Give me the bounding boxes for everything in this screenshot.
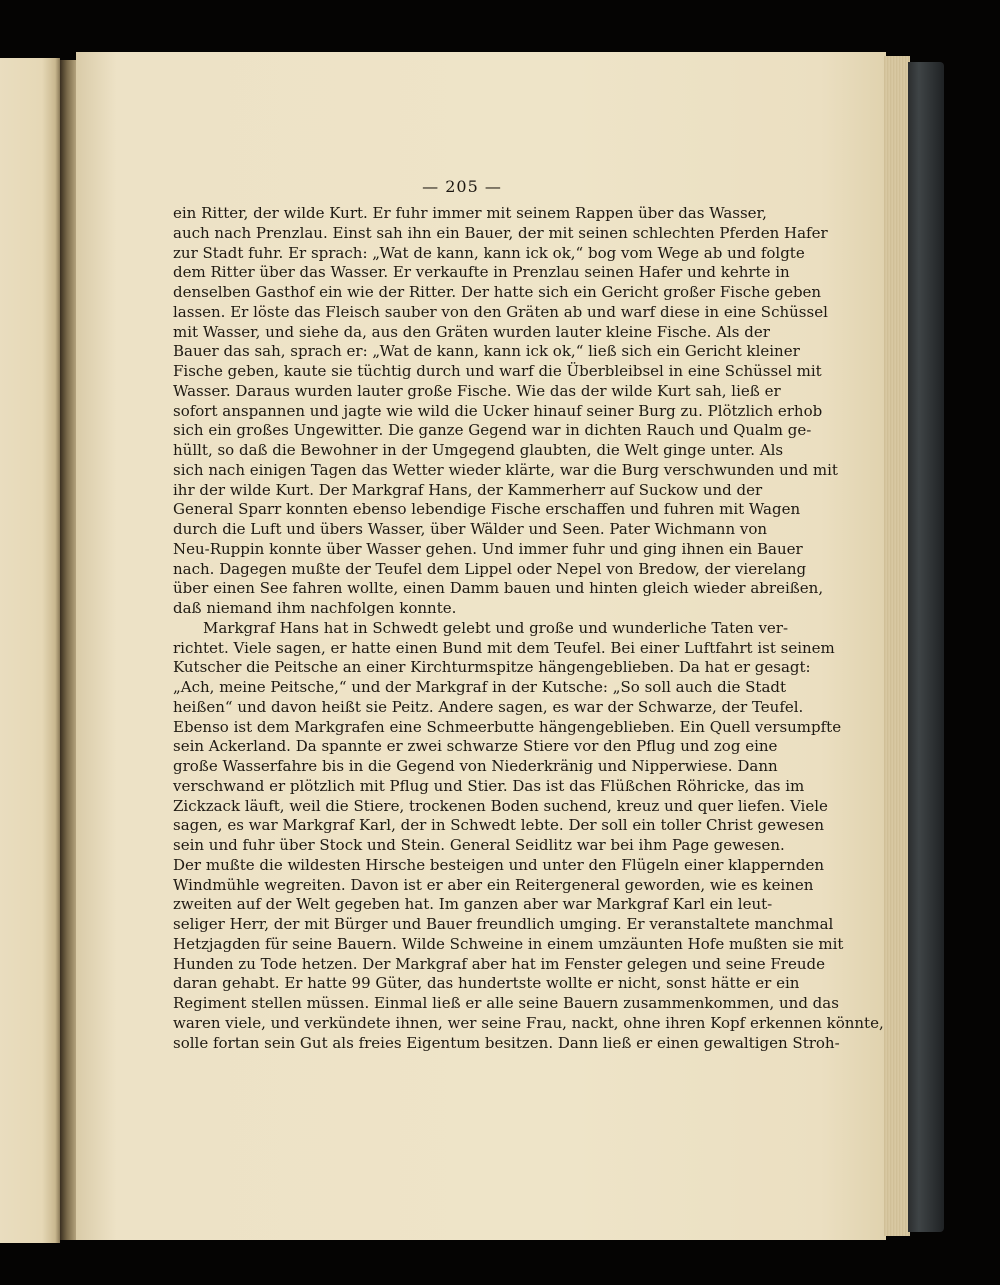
book-cover	[908, 62, 944, 1232]
text-line: lassen. Er löste das Fleisch sauber von den Gräten ab und warf diese in eine Schüssel	[173, 302, 828, 321]
text-line: ihr der wilde Kurt. Der Markgraf Hans, der Kammerherr auf Suckow und der	[173, 480, 763, 499]
text-line: solle fortan sein Gut als freies Eigentum besitzen. Dann ließ er einen gewaltigen Stroh-	[173, 1033, 840, 1052]
text-line: zweiten auf der Welt gegeben hat. Im ganzen aber war Markgraf Karl ein leut-	[173, 895, 773, 914]
text-line: seliger Herr, der mit Bürger und Bauer freundlich umging. Er veranstaltete manchmal	[173, 915, 834, 933]
page-edges	[884, 56, 910, 1236]
text-line: sich ein großes Ungewitter. Die ganze Gegend war in dichten Rauch und Qualm ge-	[173, 421, 812, 440]
text-line: Bauer das sah, sprach er: „Wat de kann, kann ick ok,“ ließ sich ein Gericht kleiner	[173, 342, 800, 361]
text-line: auch nach Prenzlau. Einst sah ihn ein Bauer, der mit seinen schlechten Pferden Hafer	[173, 223, 828, 242]
text-line: Zickzack läuft, weil die Stiere, trockenen Boden suchend, kreuz und quer liefen. Viele	[173, 796, 828, 815]
text-line: dem Ritter über das Wasser. Er verkaufte in Prenzlau seinen Hafer und kehrte in	[173, 263, 790, 282]
text-line: sofort anspannen und jagte wie wild die Ucker hinauf seiner Burg zu. Plötzlich erhob	[173, 401, 823, 420]
text-line: Hetzjagden für seine Bauern. Wilde Schweine in einem umzäunten Hofe mußten sie mit	[173, 934, 844, 953]
text-line: Neu-Ruppin konnte über Wasser gehen. Und immer fuhr und ging ihnen ein Bauer	[173, 539, 803, 558]
text-line: General Sparr konnten ebenso lebendige Fische erschaffen und fuhren mit Wagen	[173, 500, 801, 519]
text-line: sein und fuhr über Stock und Stein. General Seidlitz war bei ihm Page gewesen.	[173, 836, 785, 854]
text-line: Markgraf Hans hat in Schwedt gelebt und große und wunderliche Taten ver-	[203, 618, 789, 637]
text-line: hüllt, so daß die Bewohner in der Umgegend glaubten, die Welt ginge unter. Als	[173, 441, 784, 459]
text-line: sein Ackerland. Da spannte er zwei schwarze Stiere vor den Pflug und zog eine	[173, 737, 778, 756]
paragraph-2	[173, 618, 884, 1054]
body-text	[173, 204, 884, 1053]
text-line: ein Ritter, der wilde Kurt. Er fuhr immer mit seinem Rappen über das Wasser,	[173, 204, 767, 222]
text-line: große Wasserfahre bis in die Gegend von Niederkränig und Nipperwiese. Dann	[173, 757, 778, 775]
text-line: Wasser. Daraus wurden lauter große Fische. Wie das der wilde Kurt sah, ließ er	[173, 381, 781, 400]
text-line: richtet. Viele sagen, er hatte einen Bund mit dem Teufel. Bei einer Luftfahrt ist seinem	[173, 638, 835, 657]
text-line: sagen, es war Markgraf Karl, der in Schwedt lebte. Der soll ein toller Christ gewesen	[173, 816, 824, 835]
text-line: mit Wasser, und siehe da, aus den Gräten wurden lauter kleine Fische. Als der	[173, 322, 770, 341]
text-line: daran gehabt. Er hatte 99 Güter, das hundertste wollte er nicht, sonst hätte er ein	[173, 974, 800, 993]
paragraph-1	[173, 204, 838, 619]
text-line: „Ach, meine Peitsche,“ und der Markgraf in der Kutsche: „So soll auch die Stadt	[173, 678, 787, 696]
text-line: daß niemand ihm nachfolgen konnte.	[173, 599, 457, 617]
text-line: Kutscher die Peitsche an einer Kirchturmspitze hängengeblieben. Da hat er gesagt:	[173, 658, 811, 677]
page-number-text: — 205 —	[422, 177, 502, 196]
left-page-edge	[0, 58, 60, 1243]
text-line: Der mußte die wildesten Hirsche besteigen und unter den Flügeln einer klappernden	[173, 855, 825, 874]
text-line: sich nach einigen Tagen das Wetter wieder klärte, war die Burg verschwunden und mit	[173, 460, 838, 479]
text-line: nach. Dagegen mußte der Teufel dem Lippel oder Nepel von Bredow, der vierelang	[173, 559, 807, 578]
text-line: Regiment stellen müssen. Einmal ließ er alle seine Bauern zusammenkommen, und das	[173, 994, 839, 1012]
text-line: durch die Luft und übers Wasser, über Wälder und Seen. Pater Wichmann von	[173, 520, 768, 538]
text-line: denselben Gasthof ein wie der Ritter. Der hatte sich ein Gericht großer Fische geben	[173, 283, 822, 301]
text-line: Fische geben, kaute sie tüchtig durch und warf die Überbleibsel in eine Schüssel mit	[173, 362, 822, 380]
text-line: verschwand er plötzlich mit Pflug und Stier. Das ist das Flüßchen Röhricke, das im	[173, 776, 805, 795]
text-line: waren viele, und verkündete ihnen, wer seine Frau, nackt, ohne ihren Kopf erkennen könnte,	[173, 1013, 884, 1032]
text-line: Ebenso ist dem Markgrafen eine Schmeerbutte hängengeblieben. Ein Quell versumpfte	[173, 717, 842, 736]
text-line: Hunden zu Tode hetzen. Der Markgraf aber hat im Fenster gelegen und seine Freude	[173, 954, 825, 973]
text-line: zur Stadt fuhr. Er sprach: „Wat de kann, kann ick ok,“ bog vom Wege ab und folgte	[173, 243, 805, 262]
text-line: Windmühle wegreiten. Davon ist er aber ein Reitergeneral geworden, wie es keinen	[173, 875, 814, 894]
text-line: über einen See fahren wollte, einen Damm bauen und hinten gleich wieder abreißen,	[173, 579, 824, 598]
text-line: heißen“ und davon heißt sie Peitz. Andere sagen, es war der Schwarze, der Teufel.	[173, 697, 804, 716]
page-number	[0, 177, 884, 196]
